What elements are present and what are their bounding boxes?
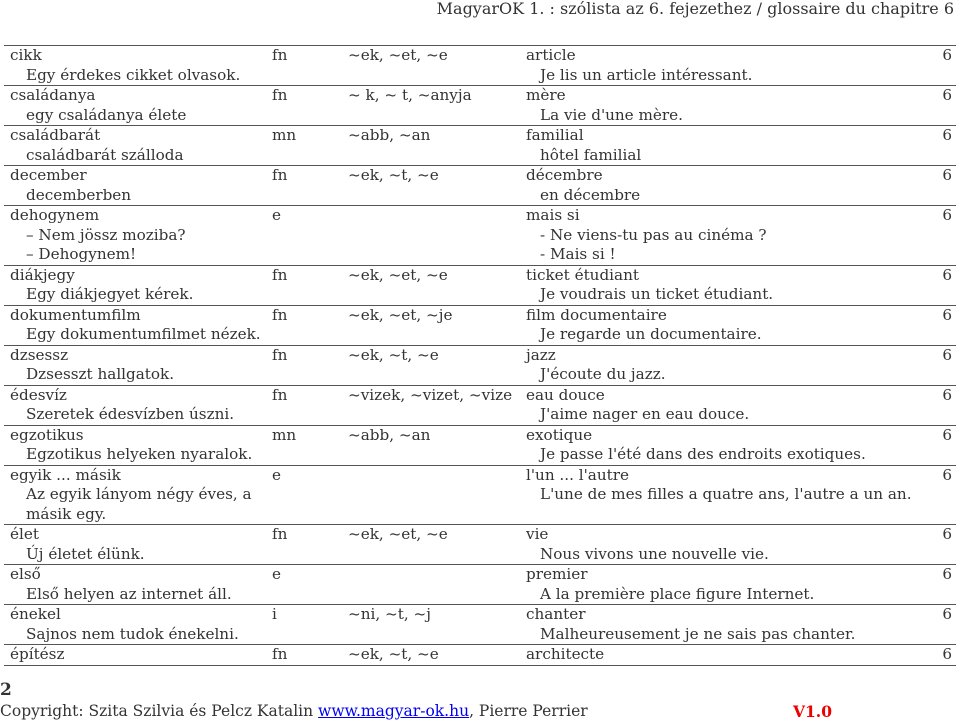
chapter-cell (926, 305, 956, 345)
french-example: Malheureusement je ne sais pas chanter. (540, 624, 856, 643)
word-type: mn (272, 425, 297, 444)
forms-cell (348, 206, 526, 266)
hungarian-word: édesvíz (10, 385, 67, 404)
word-type: mn (272, 126, 297, 144)
forms-cell (348, 605, 526, 645)
page-number: 2 (0, 680, 12, 700)
chapter-number: 6 (942, 425, 952, 444)
word-type: fn (272, 345, 288, 364)
hungarian-cell (4, 605, 272, 645)
table-row (4, 645, 956, 666)
word-type-cell (272, 565, 348, 605)
french-word: premier (526, 565, 588, 583)
hungarian-cell (4, 305, 272, 345)
table-row (4, 605, 956, 645)
word-forms: ~abb, ~an (348, 126, 431, 144)
forms-cell (348, 166, 526, 206)
hungarian-cell (4, 86, 272, 126)
hungarian-example: Egy diákjegyet kérek. (26, 285, 194, 303)
word-type-cell (272, 645, 348, 666)
forms-cell (348, 46, 526, 86)
hungarian-example: Az egyik lányom négy éves, a másik egy. (26, 485, 252, 523)
french-example: J'écoute du jazz. (540, 365, 666, 383)
word-type: fn (272, 525, 288, 543)
table-row (4, 206, 956, 266)
french-cell (526, 525, 926, 565)
chapter-cell (926, 345, 956, 385)
french-example: Je passe l'été dans des endroits exotiques. (540, 445, 866, 463)
french-example: Je regarde un documentaire. (540, 325, 762, 343)
french-example: Je lis un article intéressant. (540, 65, 753, 84)
hungarian-example: családbarát szálloda (26, 145, 184, 164)
word-type-cell (272, 425, 348, 465)
chapter-cell (926, 265, 956, 305)
french-word: eau douce (526, 385, 605, 404)
french-cell (526, 265, 926, 305)
hungarian-cell (4, 46, 272, 86)
forms-cell (348, 565, 526, 605)
hungarian-example: Szeretek édesvízben úszni. (26, 405, 235, 423)
french-example: A la première place figure Internet. (540, 584, 815, 603)
chapter-cell (926, 425, 956, 465)
forms-cell (348, 525, 526, 565)
french-example: J'aime nager en eau douce. (540, 405, 750, 423)
hungarian-example: Dzsesszt hallgatok. (26, 365, 175, 383)
word-forms: ~abb, ~an (348, 425, 431, 444)
table-row (4, 166, 956, 206)
word-forms: ~ek, ~et, ~e (348, 525, 448, 543)
hungarian-word: dzsessz (10, 345, 69, 364)
forms-cell (348, 86, 526, 126)
forms-cell (348, 385, 526, 425)
hungarian-cell (4, 525, 272, 565)
french-word: ticket étudiant (526, 265, 639, 284)
hungarian-word: diákjegy (10, 265, 75, 284)
table-row (4, 565, 956, 605)
copyright-text: Copyright: Szita Szilvia és Pelcz Katalin (0, 702, 319, 720)
word-type-cell (272, 166, 348, 206)
french-word: jazz (526, 345, 556, 364)
hungarian-example: Új életet élünk. (26, 544, 145, 563)
word-type-cell (272, 345, 348, 385)
word-type-cell (272, 385, 348, 425)
word-forms: ~ni, ~t, ~j (348, 605, 431, 623)
word-type: i (272, 605, 277, 623)
hungarian-cell (4, 126, 272, 166)
word-type-cell (272, 46, 348, 86)
forms-cell (348, 305, 526, 345)
table-row (4, 425, 956, 465)
table-row (4, 46, 956, 86)
word-forms: ~ek, ~et, ~e (348, 265, 448, 284)
hungarian-cell (4, 465, 272, 525)
hungarian-word: december (10, 166, 87, 184)
word-forms: ~vizek, ~vizet, ~vize (348, 385, 513, 404)
french-cell (526, 345, 926, 385)
hungarian-example: Első helyen az internet áll. (26, 584, 232, 603)
hungarian-cell (4, 206, 272, 266)
copyright-rest: , Pierre Perrier (469, 702, 588, 720)
hungarian-cell (4, 425, 272, 465)
chapter-number: 6 (942, 605, 952, 623)
french-word: mais si (526, 206, 580, 224)
hungarian-example: Egzotikus helyeken nyaralok. (26, 445, 253, 463)
french-word: mère (526, 86, 566, 104)
word-type: fn (272, 265, 288, 284)
chapter-number: 6 (942, 126, 952, 144)
table-row (4, 265, 956, 305)
website-link[interactable]: www.magyar-ok.hu (318, 702, 470, 720)
hungarian-word: egyik ... másik (10, 465, 121, 484)
hungarian-word: cikk (10, 46, 42, 64)
word-type-cell (272, 86, 348, 126)
french-cell (526, 645, 926, 666)
chapter-number: 6 (942, 206, 952, 224)
chapter-cell (926, 385, 956, 425)
word-type-cell (272, 305, 348, 345)
word-type: fn (272, 46, 288, 64)
word-type: e (272, 465, 281, 484)
chapter-cell (926, 645, 956, 666)
french-example: - Ne viens-tu pas au cinéma ? (540, 225, 767, 244)
hungarian-example: egy családanya élete (26, 105, 187, 124)
hungarian-cell (4, 645, 272, 666)
page-header: MagyarOK 1. : szólista az 6. fejezethez / glossaire du chapitre 6 (436, 0, 954, 18)
chapter-number: 6 (942, 345, 952, 364)
chapter-cell (926, 465, 956, 525)
version-label: V1.0 (793, 702, 832, 721)
chapter-cell (926, 166, 956, 206)
french-word: vie (526, 525, 549, 543)
word-forms: ~ek, ~t, ~e (348, 345, 439, 364)
chapter-cell (926, 206, 956, 266)
forms-cell (348, 265, 526, 305)
word-type: e (272, 565, 281, 583)
forms-cell (348, 465, 526, 525)
hungarian-example: Egy érdekes cikket olvasok. (26, 65, 241, 84)
word-forms: ~ k, ~ t, ~anyja (348, 86, 472, 104)
chapter-cell (926, 605, 956, 645)
french-example: L'une de mes filles a quatre ans, l'autre a un an. (540, 485, 912, 503)
french-cell (526, 305, 926, 345)
word-forms: ~ek, ~t, ~e (348, 645, 439, 663)
french-word: architecte (526, 645, 605, 663)
word-type-cell (272, 265, 348, 305)
hungarian-word: első (10, 565, 41, 583)
chapter-number: 6 (942, 565, 952, 583)
forms-cell (348, 645, 526, 666)
chapter-cell (926, 565, 956, 605)
word-type: fn (272, 86, 288, 104)
forms-cell (348, 126, 526, 166)
french-cell (526, 126, 926, 166)
chapter-number: 6 (942, 465, 952, 484)
hungarian-word: dehogynem (10, 206, 100, 224)
word-type-cell (272, 465, 348, 525)
word-type-cell (272, 605, 348, 645)
chapter-cell (926, 46, 956, 86)
glossary-table (4, 45, 956, 666)
french-word: chanter (526, 605, 586, 623)
forms-cell (348, 345, 526, 385)
word-type: e (272, 206, 281, 224)
hungarian-word: énekel (10, 605, 61, 623)
table-row (4, 465, 956, 525)
word-forms: ~ek, ~et, ~je (348, 305, 453, 324)
french-word: exotique (526, 425, 593, 444)
french-cell (526, 86, 926, 126)
word-forms: ~ek, ~et, ~e (348, 46, 448, 64)
word-type: fn (272, 166, 288, 184)
french-cell (526, 605, 926, 645)
chapter-cell (926, 86, 956, 126)
word-type-cell (272, 525, 348, 565)
hungarian-example: – Dehogynem! (26, 245, 137, 263)
french-cell (526, 166, 926, 206)
french-word: film documentaire (526, 305, 667, 324)
hungarian-cell (4, 166, 272, 206)
chapter-number: 6 (942, 166, 952, 184)
chapter-cell (926, 525, 956, 565)
word-type-cell (272, 126, 348, 166)
table-row (4, 525, 956, 565)
hungarian-word: élet (10, 525, 39, 543)
copyright-footer (0, 702, 588, 720)
hungarian-example: – Nem jössz moziba? (26, 225, 186, 244)
chapter-number: 6 (942, 265, 952, 284)
word-type: fn (272, 305, 288, 324)
table-row (4, 86, 956, 126)
hungarian-example: Sajnos nem tudok énekelni. (26, 624, 239, 643)
french-example: en décembre (540, 185, 641, 204)
hungarian-cell (4, 385, 272, 425)
table-row (4, 385, 956, 425)
table-row (4, 305, 956, 345)
hungarian-word: családbarát (10, 126, 101, 144)
chapter-number: 6 (942, 525, 952, 543)
french-word: décembre (526, 166, 603, 184)
french-word: article (526, 46, 576, 64)
chapter-number: 6 (942, 645, 952, 663)
hungarian-example: Egy dokumentumfilmet nézek. (26, 325, 261, 343)
chapter-cell (926, 126, 956, 166)
french-example: Je voudrais un ticket étudiant. (540, 285, 774, 303)
chapter-number: 6 (942, 86, 952, 104)
word-type: fn (272, 645, 288, 663)
french-example: - Mais si ! (540, 245, 616, 263)
hungarian-cell (4, 265, 272, 305)
hungarian-word: dokumentumfilm (10, 305, 141, 324)
word-type-cell (272, 206, 348, 266)
hungarian-cell (4, 345, 272, 385)
hungarian-example: decemberben (26, 185, 132, 204)
french-cell (526, 385, 926, 425)
french-cell (526, 425, 926, 465)
french-cell (526, 46, 926, 86)
french-example: Nous vivons une nouvelle vie. (540, 544, 769, 563)
word-type: fn (272, 385, 288, 404)
hungarian-word: építész (10, 645, 65, 663)
french-word: l'un ... l'autre (526, 465, 629, 484)
table-row (4, 345, 956, 385)
chapter-number: 6 (942, 305, 952, 324)
french-example: hôtel familial (540, 145, 642, 164)
french-cell (526, 465, 926, 525)
french-word: familial (526, 126, 584, 144)
forms-cell (348, 425, 526, 465)
table-row (4, 126, 956, 166)
french-cell (526, 565, 926, 605)
hungarian-word: családanya (10, 86, 96, 104)
hungarian-cell (4, 565, 272, 605)
chapter-number: 6 (942, 385, 952, 404)
hungarian-word: egzotikus (10, 425, 84, 444)
chapter-number: 6 (942, 46, 952, 64)
word-forms: ~ek, ~t, ~e (348, 166, 439, 184)
french-example: La vie d'une mère. (540, 105, 683, 124)
french-cell (526, 206, 926, 266)
